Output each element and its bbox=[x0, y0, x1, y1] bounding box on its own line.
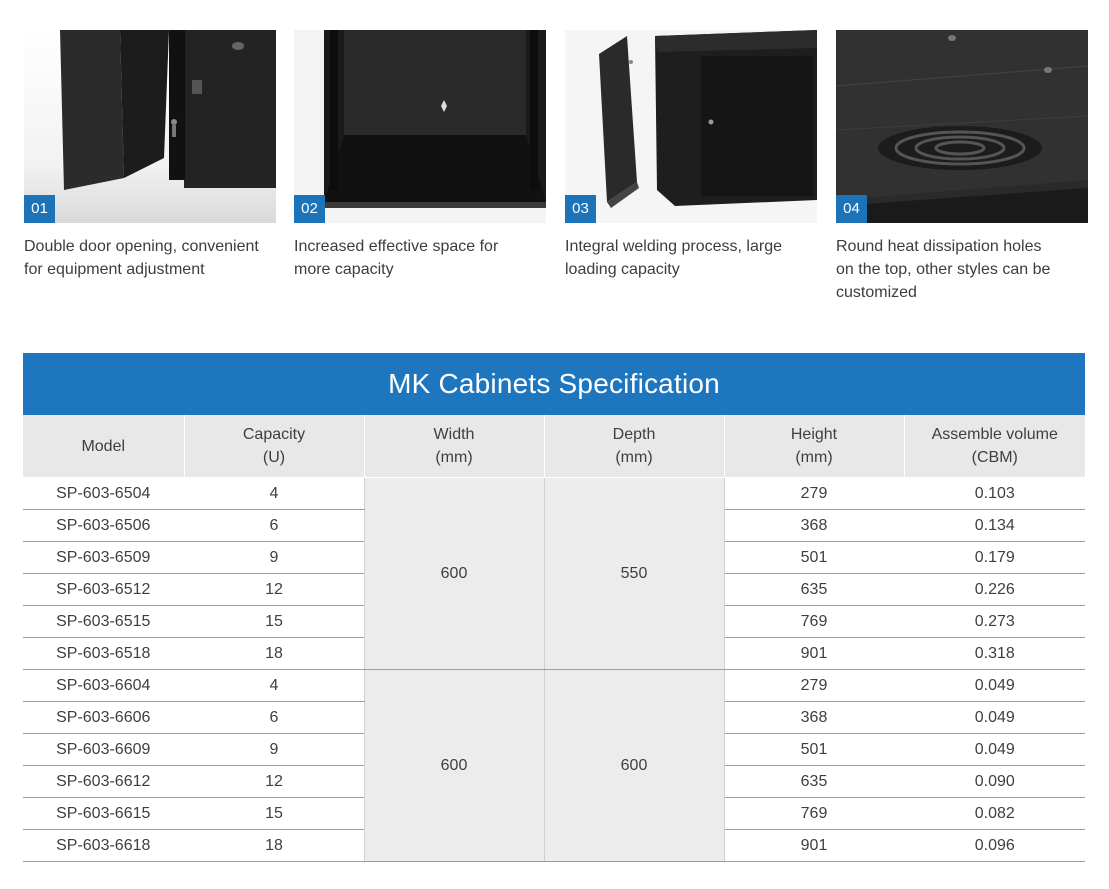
cell-model: SP-603-6506 bbox=[23, 510, 184, 542]
column-header-model: Model bbox=[23, 415, 184, 478]
cell-capacity: 6 bbox=[184, 702, 364, 734]
spec-title: MK Cabinets Specification bbox=[23, 353, 1085, 415]
cell-height: 279 bbox=[724, 478, 904, 510]
cell-model: SP-603-6512 bbox=[23, 574, 184, 606]
cell-volume: 0.226 bbox=[904, 574, 1085, 606]
cell-volume: 0.049 bbox=[904, 702, 1085, 734]
cell-height: 501 bbox=[724, 542, 904, 574]
cell-capacity: 18 bbox=[184, 638, 364, 670]
cell-capacity: 6 bbox=[184, 510, 364, 542]
features-section bbox=[24, 30, 1088, 320]
cell-capacity: 9 bbox=[184, 542, 364, 574]
cell-capacity: 4 bbox=[184, 670, 364, 702]
cell-depth-merged: 550 bbox=[544, 478, 724, 670]
cell-model: SP-603-6515 bbox=[23, 606, 184, 638]
cell-model: SP-603-6509 bbox=[23, 542, 184, 574]
cell-capacity: 15 bbox=[184, 606, 364, 638]
cell-volume: 0.273 bbox=[904, 606, 1085, 638]
column-header-width: Width (mm) bbox=[364, 415, 544, 478]
feature-number-badge: 03 bbox=[565, 195, 596, 223]
cell-capacity: 4 bbox=[184, 478, 364, 510]
feature-card-1 bbox=[24, 30, 276, 281]
feature-card-3 bbox=[565, 30, 817, 281]
cell-model: SP-603-6518 bbox=[23, 638, 184, 670]
cell-width-merged: 600 bbox=[364, 670, 544, 862]
cell-volume: 0.049 bbox=[904, 670, 1085, 702]
cell-model: SP-603-6606 bbox=[23, 702, 184, 734]
cell-volume: 0.103 bbox=[904, 478, 1085, 510]
feature-caption: Integral welding process, large loading capacity bbox=[565, 238, 783, 278]
cell-volume: 0.318 bbox=[904, 638, 1085, 670]
cell-volume: 0.134 bbox=[904, 510, 1085, 542]
table-header-row bbox=[23, 415, 1085, 478]
cell-width-merged: 600 bbox=[364, 478, 544, 670]
cell-capacity: 18 bbox=[184, 830, 364, 862]
cell-capacity: 12 bbox=[184, 766, 364, 798]
cabinet-welded-frame-photo bbox=[565, 30, 817, 223]
cabinet-top-vent-photo bbox=[836, 30, 1088, 223]
cell-capacity: 15 bbox=[184, 798, 364, 830]
cell-volume: 0.090 bbox=[904, 766, 1085, 798]
cabinet-double-door-photo bbox=[24, 30, 276, 223]
cell-height: 501 bbox=[724, 734, 904, 766]
feature-number-badge: 02 bbox=[294, 195, 325, 223]
cell-model: SP-603-6609 bbox=[23, 734, 184, 766]
cell-capacity: 9 bbox=[184, 734, 364, 766]
column-header-height: Height (mm) bbox=[724, 415, 904, 478]
feature-caption: Increased effective space for more capacity bbox=[294, 238, 499, 278]
cell-height: 769 bbox=[724, 606, 904, 638]
cell-model: SP-603-6615 bbox=[23, 798, 184, 830]
cell-height: 769 bbox=[724, 798, 904, 830]
cell-height: 901 bbox=[724, 830, 904, 862]
cell-model: SP-603-6504 bbox=[23, 478, 184, 510]
cell-height: 901 bbox=[724, 638, 904, 670]
feature-caption: Double door opening, convenient for equipment adjustment bbox=[24, 238, 259, 278]
cell-height: 368 bbox=[724, 510, 904, 542]
cell-height: 368 bbox=[724, 702, 904, 734]
cell-model: SP-603-6612 bbox=[23, 766, 184, 798]
cell-capacity: 12 bbox=[184, 574, 364, 606]
column-header-depth: Depth (mm) bbox=[544, 415, 724, 478]
table-row bbox=[23, 670, 1085, 702]
spec-table-section bbox=[23, 353, 1085, 862]
table-row bbox=[23, 478, 1085, 510]
cell-model: SP-603-6618 bbox=[23, 830, 184, 862]
spec-table bbox=[23, 415, 1085, 862]
cabinet-interior-photo bbox=[294, 30, 546, 223]
cell-volume: 0.179 bbox=[904, 542, 1085, 574]
feature-card-2 bbox=[294, 30, 546, 281]
cell-model: SP-603-6604 bbox=[23, 670, 184, 702]
cell-volume: 0.049 bbox=[904, 734, 1085, 766]
cell-volume: 0.082 bbox=[904, 798, 1085, 830]
feature-number-badge: 01 bbox=[24, 195, 55, 223]
column-header-volume: Assemble volume (CBM) bbox=[904, 415, 1085, 478]
feature-caption: Round heat dissipation holes on the top, other styles can be customized bbox=[836, 238, 1051, 301]
cell-depth-merged: 600 bbox=[544, 670, 724, 862]
feature-card-4 bbox=[836, 30, 1088, 304]
cell-volume: 0.096 bbox=[904, 830, 1085, 862]
cell-height: 635 bbox=[724, 766, 904, 798]
feature-number-badge: 04 bbox=[836, 195, 867, 223]
cell-height: 279 bbox=[724, 670, 904, 702]
cell-height: 635 bbox=[724, 574, 904, 606]
column-header-capacity: Capacity (U) bbox=[184, 415, 364, 478]
